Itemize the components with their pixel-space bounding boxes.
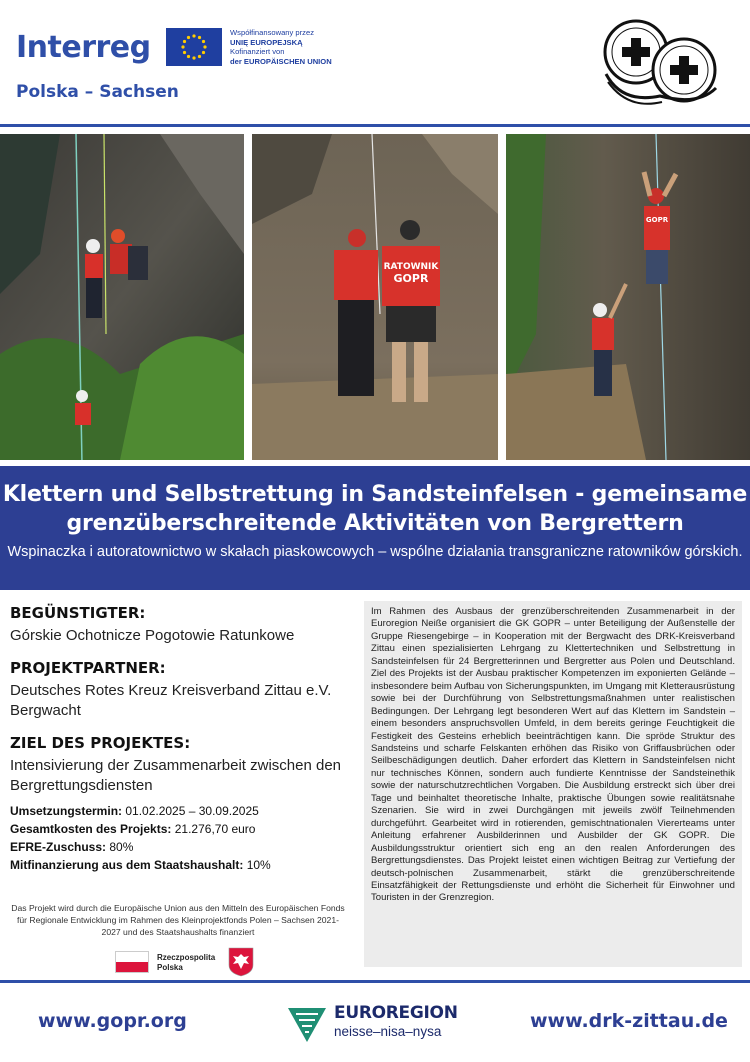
fact-label: Mitfinanzierung aus dem Staatshaushalt: [10,858,244,872]
eu-flag-icon [166,28,222,66]
fact-label: Gesamtkosten des Projekts: [10,822,172,836]
partner-value: Deutsches Rotes Kreuz Kreisverband Zittau e.V. Bergwacht [10,682,332,719]
euroregion-subtitle: neisse–nisa–nysa [334,1024,442,1039]
poland-name-line1: Rzeczpospolita [157,953,216,962]
gopr-website-link[interactable]: www.gopr.org [38,1010,187,1032]
funding-note: Das Projekt wird durch die Europäische Union aus den Mitteln des Europäischen Fonds für Regionale Entwicklung im Rahmen des Kleinprojektfonds Polen – Sachsen 2021- 2027 und des Staatshaushalts finanziert [11,903,345,937]
project-description: Im Rahmen des Ausbaus der grenzüberschreitenden Zusammenarbeit in der Euroregion Neiße organisiert die GK GOPR – unter Beteiligung der Außenstelle der Gruppe Riesengebirge – in Kooperation mit der Bergwacht des DRK-Kreisverband Zittau einen spezialisierten Lehrgang zu Klettertechniken und Selbstrettung in Sandsteinfelsen für 24 Bergretterinnen und Bergretter aus Polen und Deutschland. Ziel des Projekts ist der Ausbau praktischer Kompetenzen im exponierten Gelände – insbesondere beim Aufbau von Sicherungspunkten, im Umgang mit Kletterausrüstung sowie bei der Durchführung von Selbstrettungsmaßnahmen unter realistischen Bedingungen. Der Lehrgang legt besonderen Wert auf das Klettern im Sandstein – einem besonders anspruchsvollen Umfeld, in dem bereits geringe Feuchtigkeit die Festigkeit des Gesteins erheblich beeinträchtigen kann. Die spröde Struktur des Sandsteins und scharfe Felskanten erhöhen das Risiko von Griffausbrüchen oder Seilbeschädigungen deutlich. Daher erfordert das Klettern in Sandsteinfelsen nicht nur technisches Können, sondern auch fundierte Kenntnisse der Sandsteinethik sowie der naturschutzrechtlichen Vorgaben. Die Ausbildung erstreckt sich über drei Tage und beinhaltet theoretische Inhalte, praktische Übungen sowie realitätsnahe Szenarien. Sie wird in zwei Durchgängen mit jeweils zwölf Teilnehmenden durchgeführt. Gearbeitet wird in rotierenden, gemischtnationalen Viererteams unter Anleitung erfahrener Ausbilderinnen und Ausbilder der GK GOPR. Die Ausbildungsstruktur orientiert sich eng an den realen Anforderungen des Bergrettungsdienstes. Das Projekt leistet einen wichtigen Beitrag zur Vertiefung der deutsch-polnischen Zusammenarbeit, stärkt die grenzüberschreitende Einsatzfähigkeit der Rettungsdienste und erhöht die Sicherheit für Einwohner und Touristen in der Grenzregion. [371,606,735,904]
eu-text-pl-1: Współfinansowany przez [230,28,314,37]
eu-cofinancing-text [230,28,332,66]
title-banner [0,466,750,590]
project-description-box [364,601,742,967]
beneficiary-value: Górskie Ochotnicze Pogotowie Ratunkowe [10,627,295,644]
poland-name [157,953,215,972]
fact-value: 10% [243,858,271,872]
page-header [0,0,750,124]
drk-website-link[interactable]: www.drk-zittau.de [530,1010,728,1032]
partner-block [10,659,346,721]
poland-flag-icon [115,951,149,973]
photo-rescuers-at-base [252,134,498,460]
partner-label: PROJEKTPARTNER: [10,659,166,677]
fact-label: EFRE-Zuschuss: [10,840,107,854]
page-title: Klettern und Selbstrettung in Sandsteinfelsen - gemeinsame grenzüberschreitende Aktivitäten von Bergrettern [2,482,748,536]
goal-block [10,734,346,796]
fact-row [10,820,346,838]
climbers-ascending-rock-photo-icon [506,134,750,460]
goal-value: Intensivierung der Zusammenarbeit zwischen den Bergrettungsdiensten [10,757,342,794]
footer-divider [0,980,750,983]
polish-eagle-emblem-icon [228,947,254,977]
page-subtitle-pl: Wspinaczka i autoratownictwo w skałach piaskowcowych – wspólne działania transgraniczne ratowników górskich. [7,544,743,560]
fact-label: Umsetzungstermin: [10,804,123,818]
fact-row [10,838,346,856]
program-region: Polska – Sachsen [16,82,179,102]
poland-name-line2: Polska [157,962,183,972]
interreg-logo: Interreg [16,30,151,65]
beneficiary-label: BEGÜNSTIGTER: [10,604,146,622]
flag-red-stripe [116,962,148,972]
eu-text-de-1: Kofinanziert von [230,47,285,57]
euroregion-logo-icon [286,1004,328,1044]
drk-bergwacht-seal-icon [602,12,720,112]
shirt-text-line1: RATOWNIK [383,262,439,272]
fact-value: 01.02.2025 – 30.09.2025 [122,804,259,818]
photo-climbers-ascending [506,134,750,460]
project-facts [10,802,346,874]
euroregion-name: EUROREGION [334,1003,458,1023]
fact-row [10,802,346,820]
fact-value: 21.276,70 euro [171,822,256,836]
back-shirt-text: GOPR [645,216,669,224]
photo-climbers-on-wall [0,134,244,460]
fact-row [10,856,346,874]
project-info-column [10,604,346,874]
eu-text-de-2: der EUROPÄISCHEN UNION [230,56,332,66]
climbers-on-rock-wall-photo-icon [0,134,244,460]
shirt-text-line2: GOPR [393,272,429,285]
flag-white-stripe [116,952,148,962]
fact-value: 80% [106,840,134,854]
rescuers-at-rock-base-photo-icon [252,134,498,460]
eu-text-pl-2: UNIĘ EUROPEJSKĄ [230,37,303,47]
beneficiary-block [10,604,346,646]
goal-label: ZIEL DES PROJEKTES: [10,734,191,752]
header-divider [0,124,750,127]
